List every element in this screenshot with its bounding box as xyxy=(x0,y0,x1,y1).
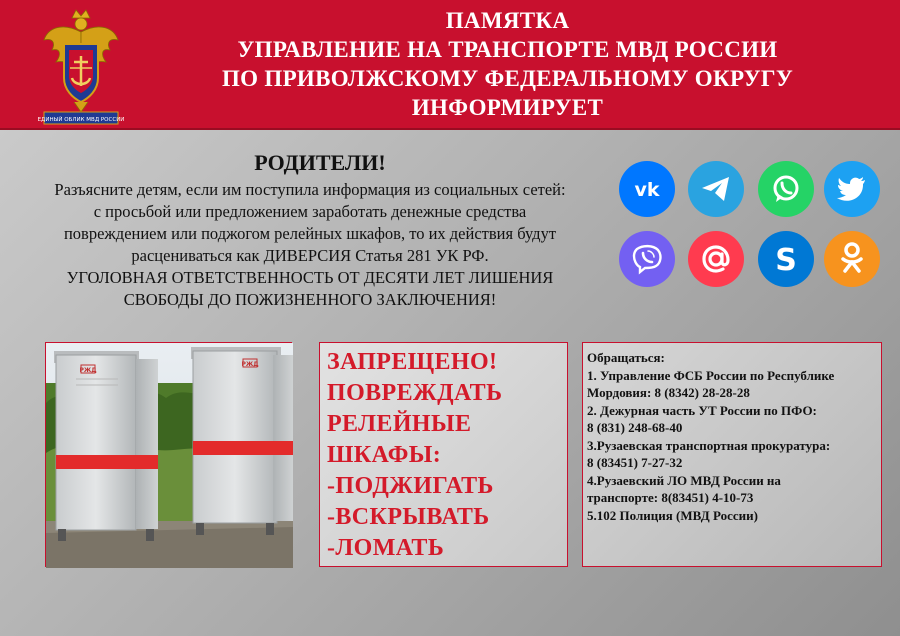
forbidden-warning xyxy=(319,342,568,567)
contacts-line: 5.102 Полиция (МВД России) xyxy=(587,507,758,523)
viber-icon[interactable] xyxy=(619,231,675,287)
contacts-line: 8 (831) 248-68-40 xyxy=(587,420,683,435)
notice-text xyxy=(10,179,610,311)
cabinet-logo-text: РЖД xyxy=(79,367,97,374)
notice-line: повреждением или поджогом релейных шкафов, то их действия будут xyxy=(63,224,557,243)
header-title-line: УПРАВЛЕНИЕ НА ТРАНСПОРТЕ МВД РОССИИ xyxy=(237,37,778,62)
contacts-line: Обращаться: xyxy=(587,350,665,365)
skype-icon[interactable] xyxy=(758,231,814,287)
header-title-line: ИНФОРМИРУЕТ xyxy=(411,95,604,120)
forbidden-line: -ЛОМАТЬ xyxy=(327,535,445,561)
contacts-box xyxy=(582,342,882,567)
mail-icon[interactable] xyxy=(688,231,744,287)
contacts-line: 4.Рузаевский ЛО МВД России на xyxy=(587,472,781,488)
mvd-emblem-icon xyxy=(37,4,125,126)
relay-cabinets-image xyxy=(46,343,293,568)
forbidden-line: -ПОДЖИГАТЬ xyxy=(327,473,494,499)
forbidden-line: РЕЛЕЙНЫЕ xyxy=(327,411,472,437)
notice-line: УГОЛОВНАЯ ОТВЕТСТВЕННОСТЬ ОТ ДЕСЯТИ ЛЕТ ЛИШЕНИЯ xyxy=(66,268,554,287)
contacts-line: 1. Управление ФСБ России по Республике xyxy=(587,367,835,383)
forbidden-line: ПОВРЕЖДАТЬ xyxy=(327,380,503,406)
svg-text:vk: vk xyxy=(634,179,660,201)
forbidden-line: ШКАФЫ: xyxy=(327,442,442,468)
notice-line: расцениваться как ДИВЕРСИЯ Статья 281 УК РФ. xyxy=(131,246,489,265)
header-title-line: ПАМЯТКА xyxy=(445,8,570,33)
cabinet-logo-text: РЖД xyxy=(241,361,259,368)
emblem-ribbon-text: ЕДИНЫЙ ОБЛИК МВД РОССИИ xyxy=(37,117,125,123)
notice-title: РОДИТЕЛИ! xyxy=(254,150,386,175)
header-banner xyxy=(0,0,900,130)
twitter-icon[interactable] xyxy=(824,161,880,217)
contacts-line: 2. Дежурная часть УТ России по ПФО: xyxy=(587,402,817,418)
header-title-line: ПО ПРИВОЛЖСКОМУ ФЕДЕРАЛЬНОМУ ОКРУГУ xyxy=(221,66,794,91)
contacts-line: транспорте: 8(83451) 4-10-73 xyxy=(587,490,754,505)
notice-line: СВОБОДЫ ДО ПОЖИЗНЕННОГО ЗАКЛЮЧЕНИЯ! xyxy=(123,290,497,309)
whatsapp-icon[interactable] xyxy=(758,161,814,217)
header-title xyxy=(135,6,880,122)
contacts-line: 8 (83451) 7-27-32 xyxy=(587,455,683,470)
forbidden-line: ЗАПРЕЩЕНО! xyxy=(327,349,498,375)
contacts-line: Мордовия: 8 (8342) 28-28-28 xyxy=(587,385,750,400)
relay-cabinets-photo xyxy=(45,342,292,567)
vk-icon[interactable] xyxy=(619,161,675,217)
odnoklassniki-icon[interactable] xyxy=(824,231,880,287)
notice-line: с просьбой или предложением заработать денежные средства xyxy=(93,202,527,221)
contacts-line: 3.Рузаевская транспортная прокуратура: xyxy=(587,437,831,453)
notice-line: Разъясните детям, если им поступила информация из социальных сетей: xyxy=(54,180,566,199)
forbidden-line: -ВСКРЫВАТЬ xyxy=(327,504,490,530)
svg-text:S: S xyxy=(775,243,797,278)
telegram-icon[interactable] xyxy=(688,161,744,217)
